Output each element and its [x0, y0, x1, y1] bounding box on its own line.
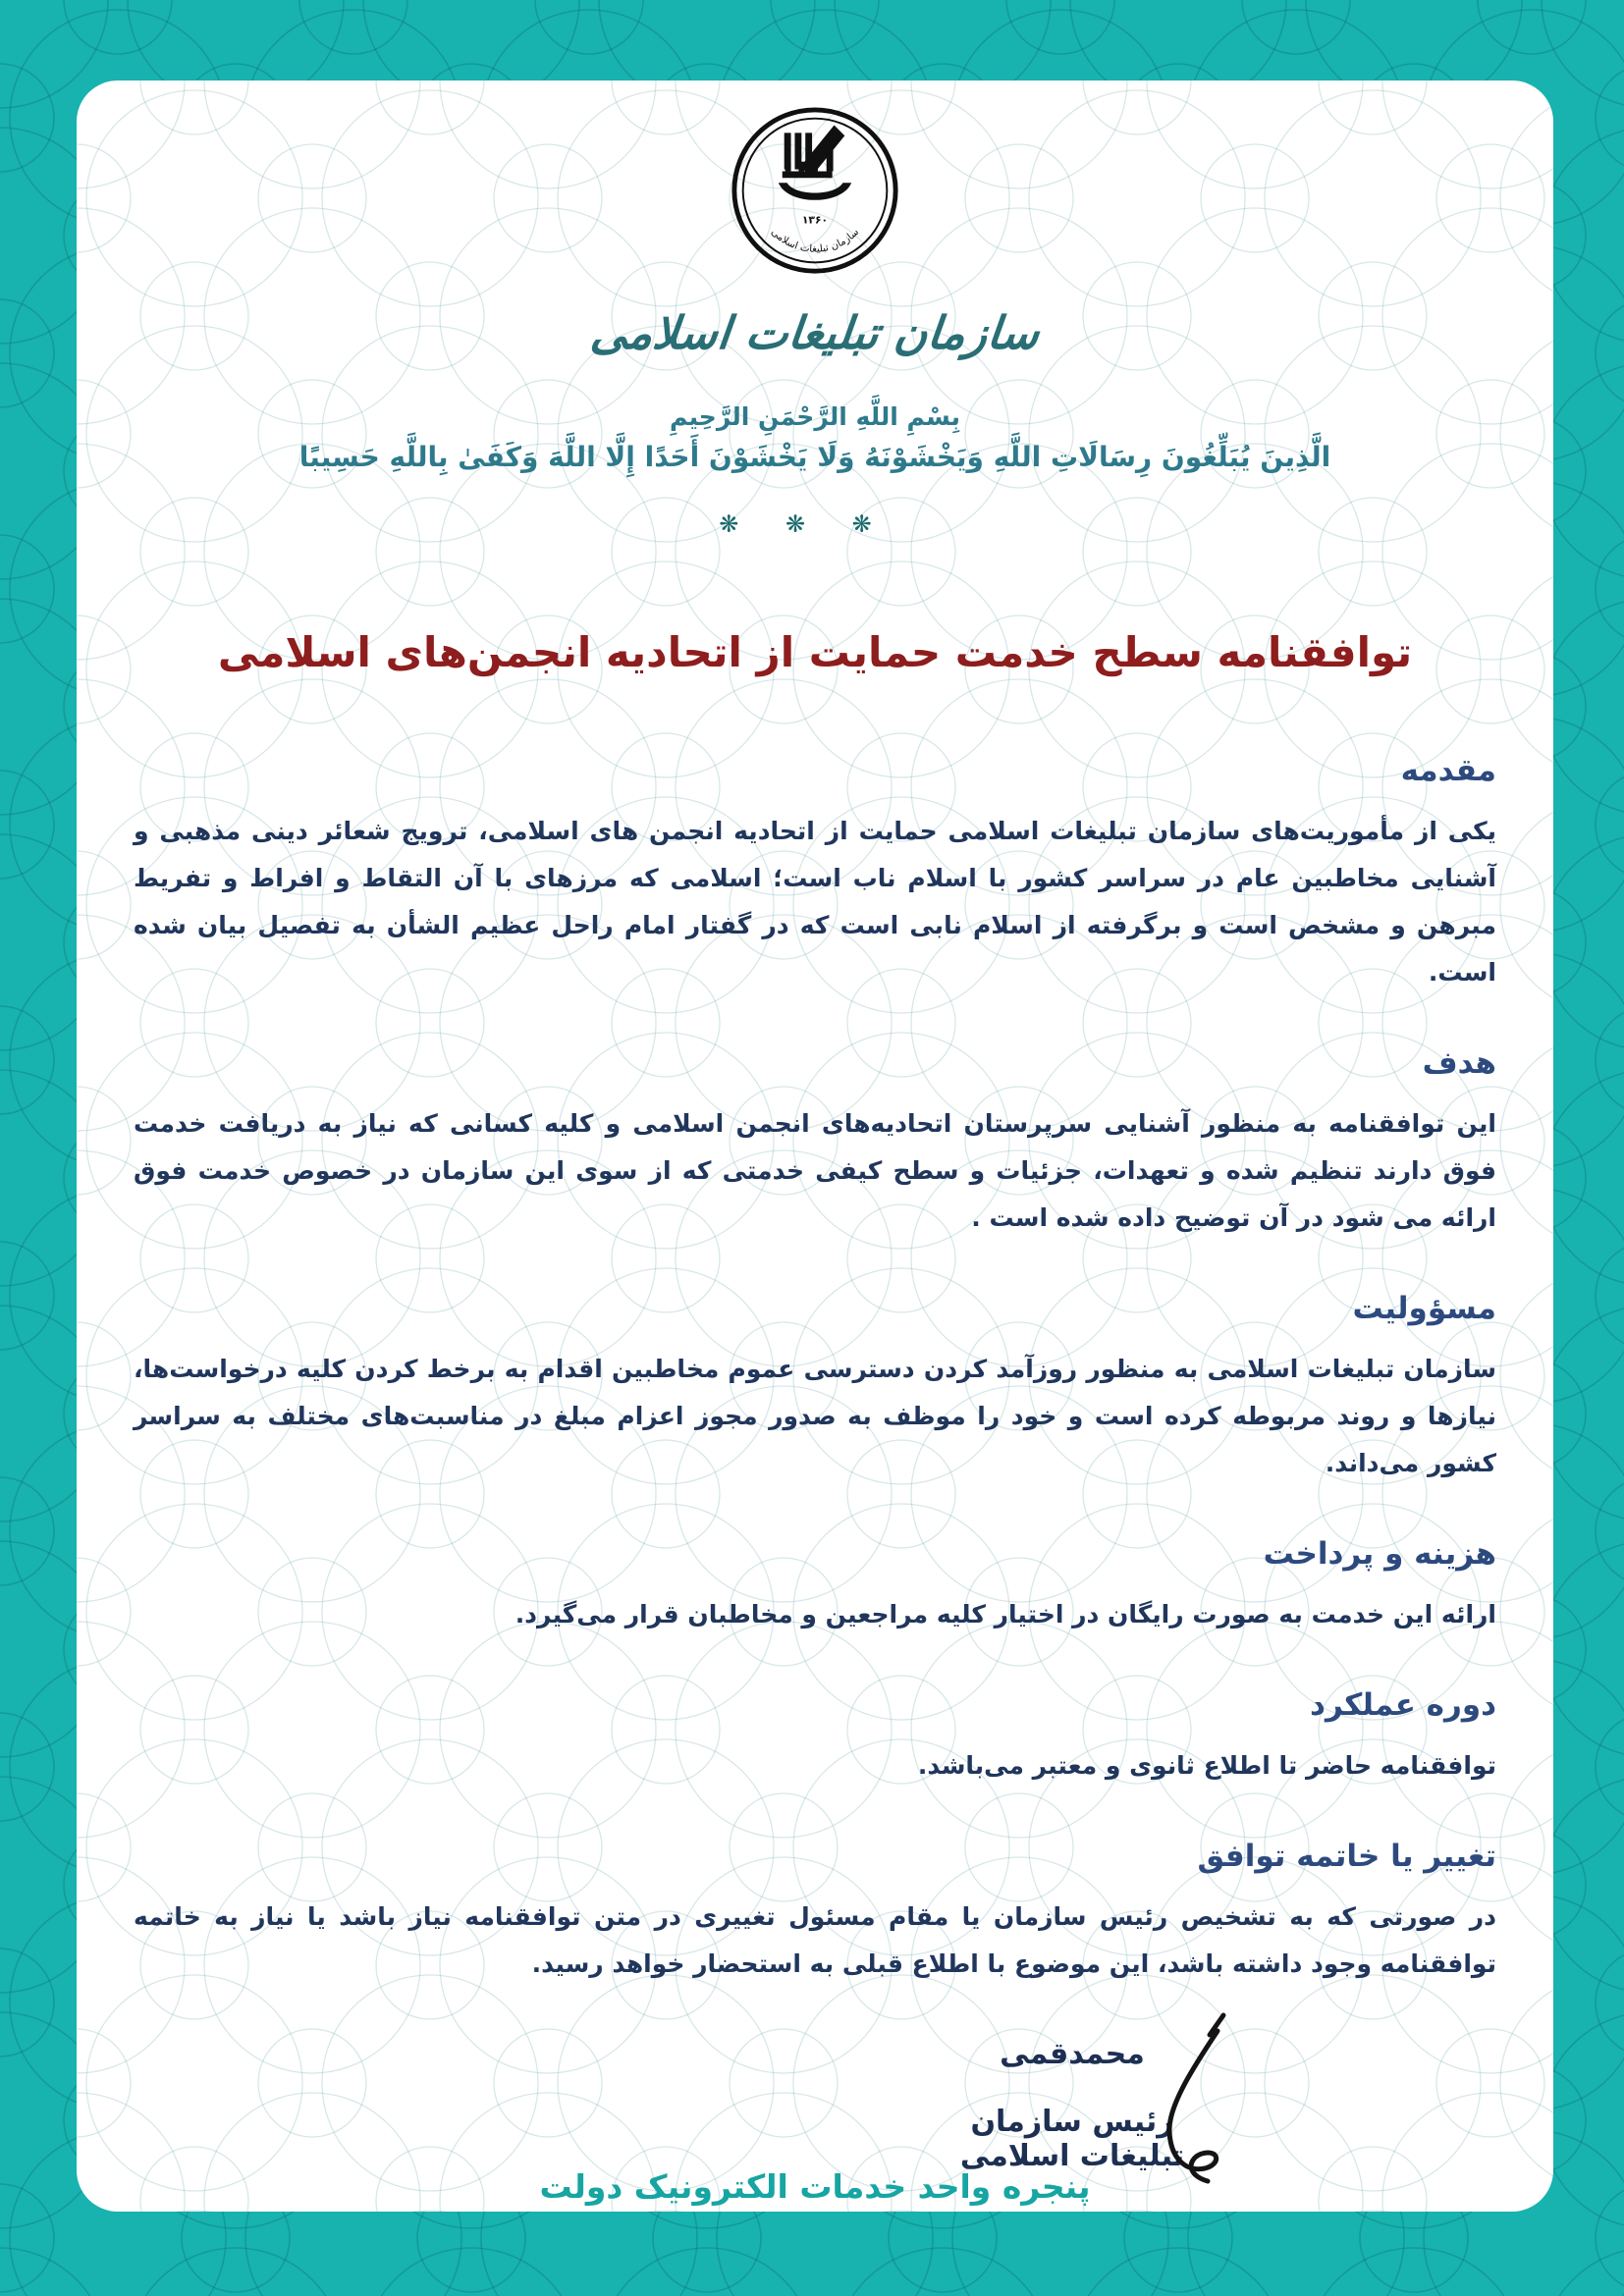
- section-heading: تغییر یا خاتمه توافق: [1197, 1839, 1496, 1874]
- section-heading: هدف: [1422, 1045, 1496, 1081]
- section-heading: مقدمه: [1400, 753, 1496, 788]
- section-moghaddameh: [134, 753, 1496, 996]
- organization-calligraphy: سازمان تبلیغات اسلامی: [588, 306, 1042, 359]
- section-body: توافقنامه حاضر تا اطلاع ثانوی و معتبر می‌باشد.: [917, 1751, 1496, 1780]
- signature-role: رئیس سازمان تبلیغات اسلامی: [959, 2105, 1185, 2173]
- emblem-year: ۱۳۶۰: [801, 213, 829, 227]
- section-dore-amalkard: [134, 1687, 1496, 1789]
- document-content: [77, 102, 1553, 2212]
- signature-name: محمدقمی: [1000, 2037, 1145, 2071]
- section-heading: هزینه و پرداخت: [1263, 1536, 1496, 1572]
- section-hazineh-pardakht: [134, 1536, 1496, 1638]
- organization-emblem-icon: [729, 102, 901, 281]
- quran-verse-text: الَّذِينَ يُبَلِّغُونَ رِسَالَاتِ اللَّهِ وَيَخْشَوْنَهُ وَلَا يَخْشَوْنَ أَحَدًا إِلَّا اللَّهَ وَكَفَىٰ بِاللَّهِ حَسِيبًا: [298, 441, 1331, 473]
- section-taghir-khatemeh: [134, 1839, 1496, 1988]
- section-body: سازمان تبلیغات اسلامی به منظور روزآمد کردن دسترسی عموم مخاطبین اقدام به برخط کردن کلیه درخواست‌ها، نیازها و روند مربوطه کرده است و خود را موظف به صدور مجوز اعزام مبلغ در مناسبت‌های مختلف به سراسر کشور می‌داند.: [134, 1355, 1496, 1477]
- section-body: در صورتی که به تشخیص رئیس سازمان یا مقام مسئول تغییری در متن توافقنامه نیاز باشد یا نیاز به خاتمه توافقنامه وجود داشته باشد، این موضوع با اطلاع قبلی به استحضار خواهد رسید.: [134, 1902, 1496, 1978]
- section-body: این توافقنامه به منظور آشنایی سرپرستان اتحادیه‌های انجمن اسلامی و کلیه کسانی که نیاز به دریافت خدمت فوق دارند تنظیم شده و تعهدات، جزئیات و سطح کیفی خدمتی که از سوی این سازمان در خصوص خدمت فوق ارائه می شود در آن توضیح داده شده است .: [134, 1109, 1496, 1232]
- section-body: ارائه این خدمت به صورت رایگان در اختیار کلیه مراجعین و مخاطبان قرار می‌گیرد.: [514, 1600, 1496, 1629]
- bismillah-text: بِسْمِ اللَّهِ الرَّحْمَنِ الرَّحِيمِ: [670, 402, 960, 431]
- section-body: یکی از مأموریت‌های سازمان تبلیغات اسلامی حمایت از اتحادیه انجمن های اسلامی، ترویج شعائر دینی مذهبی و آشنایی مخاطبین عام در سراسر کشور با اسلام ناب است؛ اسلامی که مرزهای با آن التقاط و افراط و تفریط مبرهن و مشخص است و برگرفته از اسلام نابی است که در گفتار امام راحل عظیم الشأن به تفصیل بیان شده است.: [134, 817, 1496, 987]
- page-title: توافقنامه سطح خدمت حمایت از اتحادیه انجمن‌های اسلامی: [217, 628, 1413, 676]
- section-hadaf: [134, 1045, 1496, 1242]
- section-heading: مسؤولیت: [1352, 1291, 1496, 1326]
- kufic-allah-mark: [779, 126, 851, 200]
- sections-container: [134, 753, 1496, 1988]
- emblem-org-name: سازمان تبلیغات اسلامی: [768, 226, 862, 255]
- ornament-asterisks: ❋ ❋ ❋: [719, 510, 892, 538]
- document-header: [134, 102, 1496, 538]
- section-heading: دوره عملکرد: [1310, 1687, 1496, 1723]
- document-card: [77, 80, 1553, 2212]
- section-masouliat: [134, 1291, 1496, 1487]
- footer-text: پنجره واحد خدمات الکترونیک دولت: [539, 2167, 1091, 2206]
